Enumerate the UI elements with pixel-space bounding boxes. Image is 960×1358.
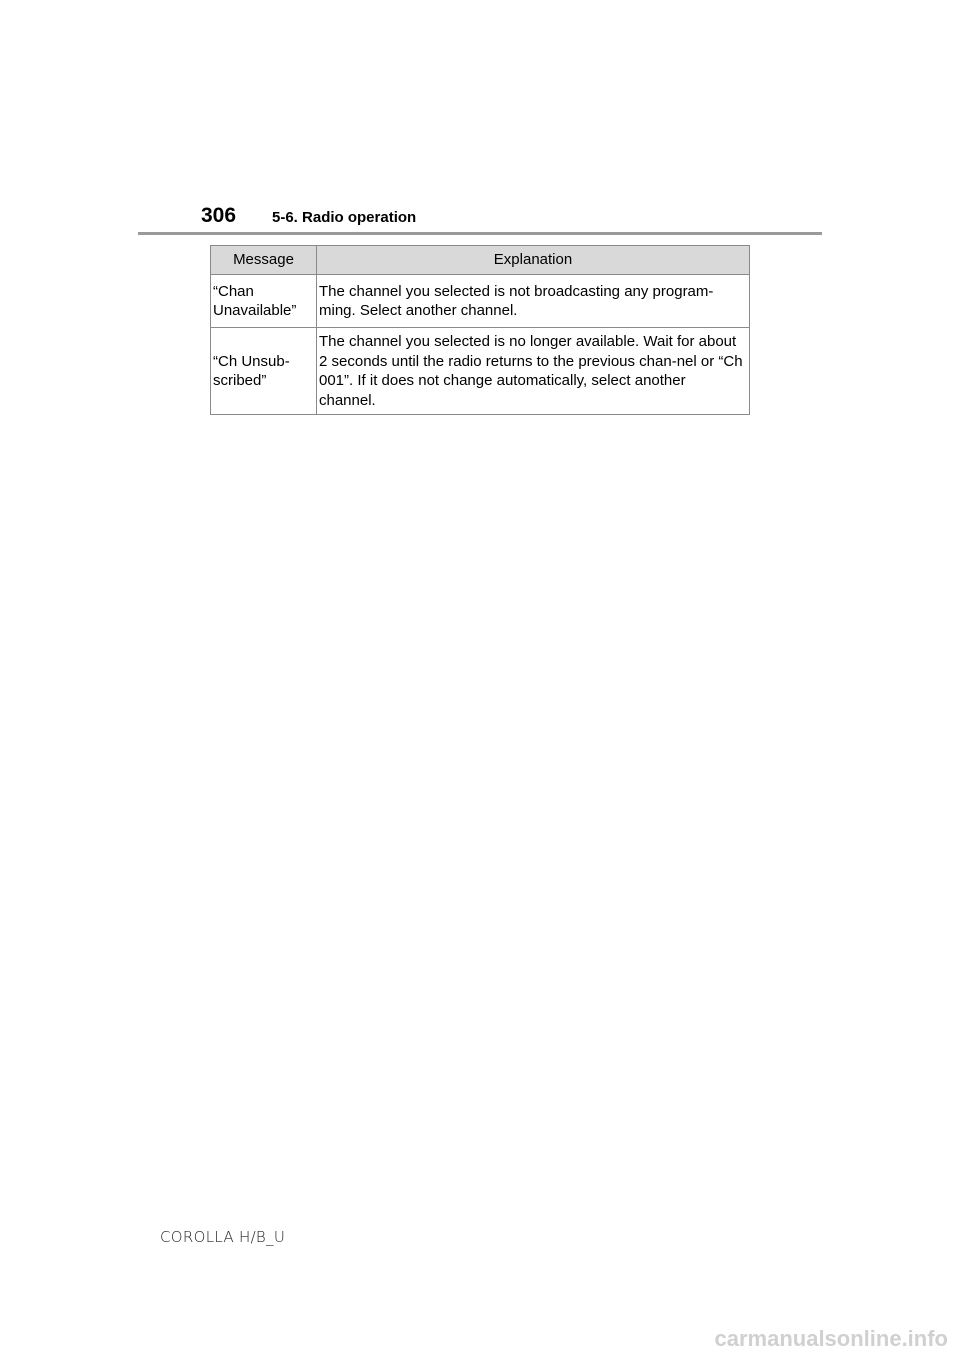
section-title: 5-6. Radio operation bbox=[272, 209, 417, 226]
footer-model: COROLLA H/B_U bbox=[160, 1228, 286, 1246]
explanation-cell: The channel you selected is no longer available. Wait for about 2 seconds until the radio returns to the previous chan-nel or “Ch 001”. If it does not change automatically, select another channel. bbox=[317, 328, 750, 415]
column-header-explanation: Explanation bbox=[317, 246, 750, 275]
table-row bbox=[211, 275, 750, 328]
explanation-cell: The channel you selected is not broadcasting any program-ming. Select another channel. bbox=[317, 275, 750, 328]
page-number: 306 bbox=[201, 204, 237, 227]
table-row bbox=[211, 328, 750, 415]
message-cell: “Chan Unavailable” bbox=[211, 275, 317, 328]
column-header-message: Message bbox=[211, 246, 317, 275]
header-rule bbox=[138, 232, 822, 235]
message-table bbox=[210, 245, 750, 415]
table-header-row bbox=[211, 246, 750, 275]
watermark: carmanualsonline.info bbox=[714, 1326, 948, 1351]
message-cell: “Ch Unsub-scribed” bbox=[211, 328, 317, 415]
